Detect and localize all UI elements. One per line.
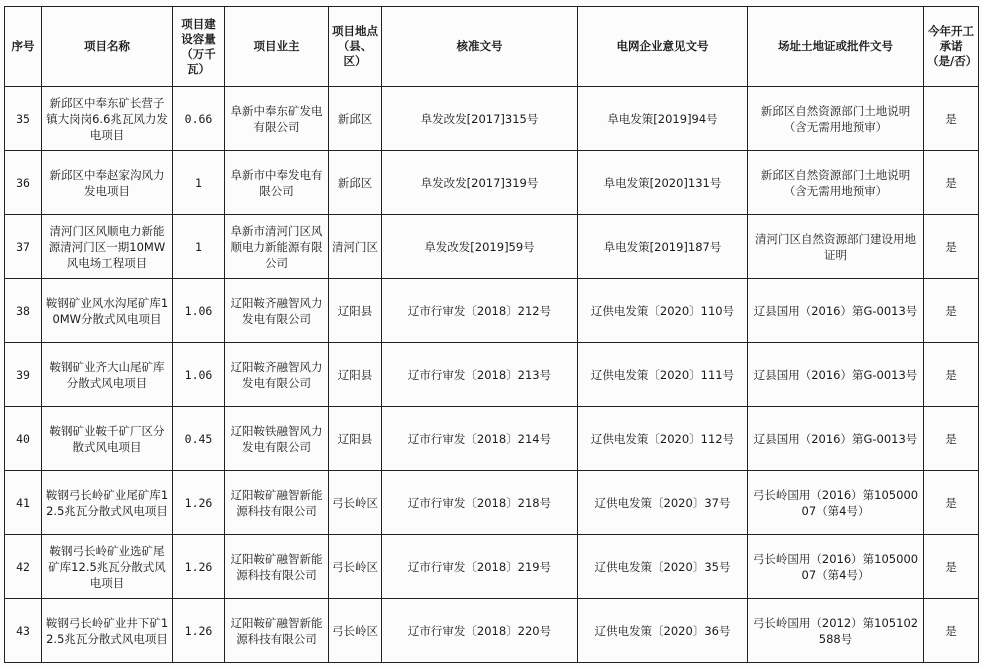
cell-location: 新邱区 xyxy=(329,87,382,151)
cell-name: 鞍钢弓长岭矿业选矿尾矿库12.5兆瓦分散式风电项目 xyxy=(42,535,173,599)
table-row xyxy=(5,471,979,535)
cell-name: 清河门区风顺电力新能源清河门区一期10MW风电场工程项目 xyxy=(42,215,173,279)
cell-name: 鞍钢弓长岭矿业尾矿库12.5兆瓦分散式风电项目 xyxy=(42,471,173,535)
cell-commit: 是 xyxy=(924,599,979,663)
cell-capacity: 0.45 xyxy=(173,407,225,471)
cell-location: 弓长岭区 xyxy=(329,599,382,663)
cell-approval: 阜发改发[2017]315号 xyxy=(382,87,578,151)
cell-commit: 是 xyxy=(924,407,979,471)
cell-seq: 37 xyxy=(5,215,42,279)
table-row xyxy=(5,87,979,151)
cell-name: 鞍钢矿业风水沟尾矿库10MW分散式风电项目 xyxy=(42,279,173,343)
cell-approval: 辽市行审发〔2018〕218号 xyxy=(382,471,578,535)
cell-location: 新邱区 xyxy=(329,151,382,215)
cell-capacity: 1.26 xyxy=(173,471,225,535)
cell-owner: 阜新市中奉发电有限公司 xyxy=(225,151,329,215)
cell-owner: 辽阳鞍矿融智新能源科技有限公司 xyxy=(225,471,329,535)
cell-location: 清河门区 xyxy=(329,215,382,279)
cell-grid: 阜电发策[2019]94号 xyxy=(578,87,748,151)
cell-location: 辽阳县 xyxy=(329,343,382,407)
table-row xyxy=(5,151,979,215)
cell-owner: 阜新市清河门区风顺电力新能源有限公司 xyxy=(225,215,329,279)
cell-seq: 40 xyxy=(5,407,42,471)
cell-commit: 是 xyxy=(924,87,979,151)
cell-approval: 辽市行审发〔2018〕219号 xyxy=(382,535,578,599)
cell-approval: 阜发改发[2017]319号 xyxy=(382,151,578,215)
cell-owner: 辽阳鞍铁融智风力发电有限公司 xyxy=(225,407,329,471)
table-row xyxy=(5,343,979,407)
cell-land: 弓长岭国用（2016）第10500007（第4号） xyxy=(748,535,924,599)
cell-grid: 阜电发策[2019]187号 xyxy=(578,215,748,279)
header-cell-location: 项目地点（县、区） xyxy=(329,7,382,87)
cell-capacity: 1 xyxy=(173,215,225,279)
cell-grid: 辽供电发策〔2020〕37号 xyxy=(578,471,748,535)
cell-seq: 36 xyxy=(5,151,42,215)
cell-grid: 辽供电发策〔2020〕111号 xyxy=(578,343,748,407)
cell-approval: 辽市行审发〔2018〕212号 xyxy=(382,279,578,343)
cell-capacity: 1.26 xyxy=(173,599,225,663)
header-cell-name: 项目名称 xyxy=(42,7,173,87)
cell-commit: 是 xyxy=(924,215,979,279)
cell-approval: 阜发改发[2019]59号 xyxy=(382,215,578,279)
cell-owner: 辽阳鞍矿融智新能源科技有限公司 xyxy=(225,599,329,663)
cell-commit: 是 xyxy=(924,279,979,343)
cell-seq: 35 xyxy=(5,87,42,151)
cell-land: 辽县国用（2016）第G-0013号 xyxy=(748,407,924,471)
header-cell-land: 场址土地证或批件文号 xyxy=(748,7,924,87)
cell-capacity: 1 xyxy=(173,151,225,215)
header-cell-seq: 序号 xyxy=(5,7,42,87)
cell-owner: 辽阳鞍齐融智风力发电有限公司 xyxy=(225,343,329,407)
cell-land: 清河门区自然资源部门建设用地证明 xyxy=(748,215,924,279)
cell-owner: 辽阳鞍齐融智风力发电有限公司 xyxy=(225,279,329,343)
cell-land: 辽县国用（2016）第G-0013号 xyxy=(748,343,924,407)
cell-capacity: 1.06 xyxy=(173,279,225,343)
table-row xyxy=(5,279,979,343)
project-table xyxy=(4,6,979,663)
cell-owner: 辽阳鞍矿融智新能源科技有限公司 xyxy=(225,535,329,599)
cell-grid: 阜电发策[2020]131号 xyxy=(578,151,748,215)
cell-land: 辽县国用（2016）第G-0013号 xyxy=(748,279,924,343)
cell-seq: 39 xyxy=(5,343,42,407)
header-cell-grid: 电网企业意见文号 xyxy=(578,7,748,87)
cell-seq: 42 xyxy=(5,535,42,599)
cell-approval: 辽市行审发〔2018〕214号 xyxy=(382,407,578,471)
table-row xyxy=(5,535,979,599)
cell-seq: 43 xyxy=(5,599,42,663)
header-cell-commit: 今年开工承诺（是/否） xyxy=(924,7,979,87)
cell-commit: 是 xyxy=(924,535,979,599)
cell-commit: 是 xyxy=(924,471,979,535)
header-cell-approval: 核准文号 xyxy=(382,7,578,87)
cell-location: 辽阳县 xyxy=(329,407,382,471)
cell-name: 鞍钢弓长岭矿业井下矿12.5兆瓦分散式风电项目 xyxy=(42,599,173,663)
table-row xyxy=(5,599,979,663)
cell-location: 弓长岭区 xyxy=(329,535,382,599)
cell-capacity: 0.66 xyxy=(173,87,225,151)
cell-land: 弓长岭国用（2012）第105102588号 xyxy=(748,599,924,663)
cell-name: 新邱区中奉赵家沟风力发电项目 xyxy=(42,151,173,215)
cell-land: 新邱区自然资源部门土地说明（含无需用地预审） xyxy=(748,87,924,151)
cell-grid: 辽供电发策〔2020〕36号 xyxy=(578,599,748,663)
cell-land: 新邱区自然资源部门土地说明（含无需用地预审） xyxy=(748,151,924,215)
cell-location: 辽阳县 xyxy=(329,279,382,343)
header-row xyxy=(5,7,979,87)
cell-seq: 41 xyxy=(5,471,42,535)
cell-capacity: 1.06 xyxy=(173,343,225,407)
cell-name: 鞍钢矿业鞍千矿厂区分散式风电项目 xyxy=(42,407,173,471)
cell-grid: 辽供电发策〔2020〕35号 xyxy=(578,535,748,599)
cell-commit: 是 xyxy=(924,343,979,407)
cell-seq: 38 xyxy=(5,279,42,343)
cell-name: 鞍钢矿业齐大山尾矿库分散式风电项目 xyxy=(42,343,173,407)
cell-owner: 阜新中奉东矿发电有限公司 xyxy=(225,87,329,151)
cell-land: 弓长岭国用（2016）第10500007（第4号） xyxy=(748,471,924,535)
cell-location: 弓长岭区 xyxy=(329,471,382,535)
table-row xyxy=(5,215,979,279)
table-row xyxy=(5,407,979,471)
cell-approval: 辽市行审发〔2018〕213号 xyxy=(382,343,578,407)
header-cell-owner: 项目业主 xyxy=(225,7,329,87)
cell-approval: 辽市行审发〔2018〕220号 xyxy=(382,599,578,663)
cell-name: 新邱区中奉东矿长营子镇大岗岗6.6兆瓦风力发电项目 xyxy=(42,87,173,151)
cell-capacity: 1.26 xyxy=(173,535,225,599)
header-cell-capacity: 项目建设容量（万千瓦） xyxy=(173,7,225,87)
cell-commit: 是 xyxy=(924,151,979,215)
cell-grid: 辽供电发策〔2020〕112号 xyxy=(578,407,748,471)
cell-grid: 辽供电发策〔2020〕110号 xyxy=(578,279,748,343)
